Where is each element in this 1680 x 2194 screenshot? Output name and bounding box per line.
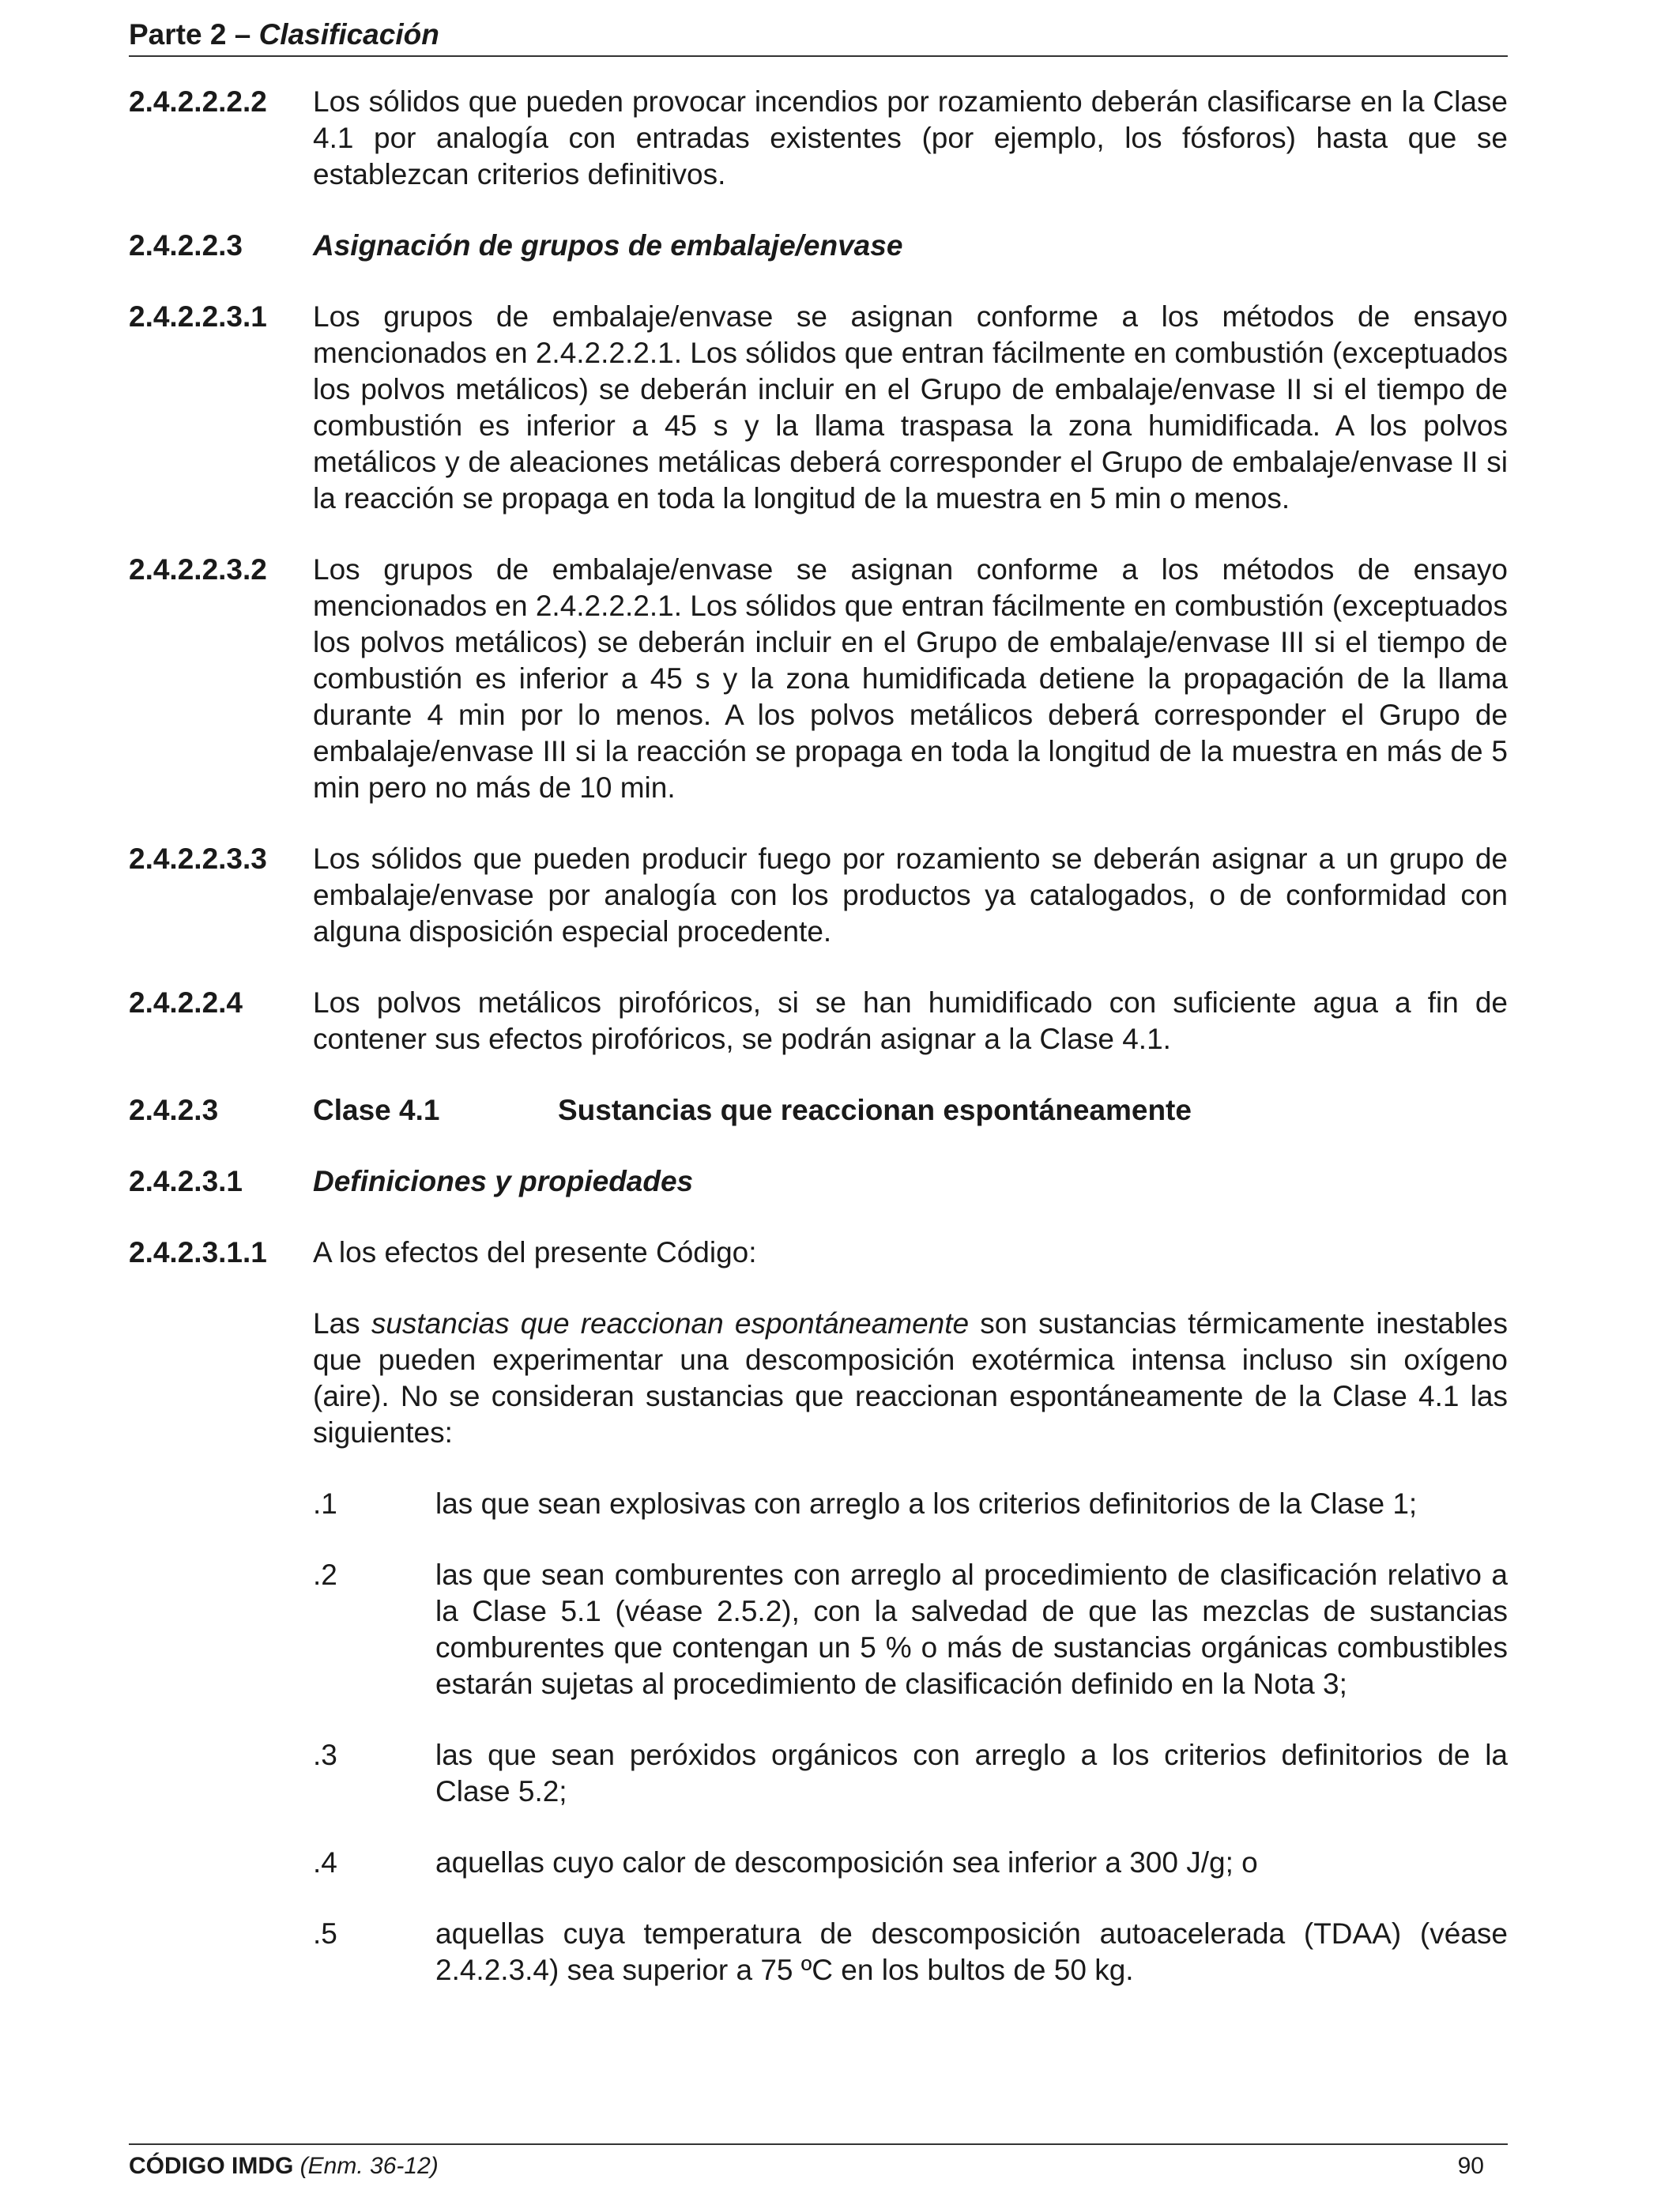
header-section: Clasificación	[258, 18, 439, 51]
list-item-number: .1	[313, 1487, 337, 1520]
paragraph-number: 2.4.2.3.1	[129, 1165, 243, 1197]
footer-left	[129, 2151, 439, 2181]
page-number: 90	[1457, 2153, 1484, 2179]
list-item-number: .2	[313, 1559, 337, 1591]
list-item	[313, 1737, 1508, 1810]
paragraph-number: 2.4.2.2.2.2	[129, 85, 267, 118]
subsection-title: Definiciones y propiedades	[313, 1165, 694, 1197]
paragraph	[129, 552, 1508, 806]
page-header	[129, 14, 1508, 57]
paragraph	[129, 299, 1508, 517]
paragraph-text: A los efectos del presente Código:	[313, 1236, 757, 1269]
list-item	[313, 1845, 1508, 1881]
paragraph-number: 2.4.2.2.4	[129, 986, 243, 1019]
header-part: Parte 2 –	[129, 18, 259, 51]
footer-edition: (Enm. 36-12)	[293, 2153, 439, 2179]
paragraph	[129, 1235, 1508, 1271]
list-item	[313, 1557, 1508, 1702]
paragraph	[129, 84, 1508, 193]
list-item	[313, 1916, 1508, 1989]
class-heading	[129, 1092, 1508, 1129]
list-item-text: las que sean peróxidos orgánicos con arreglo a los criterios definitorios de la Clase 5.2;	[435, 1739, 1508, 1808]
list-item-number: .5	[313, 1917, 337, 1950]
paragraph-number: 2.4.2.3	[129, 1094, 219, 1126]
paragraph-text: Los grupos de embalaje/envase se asignan conforme a los métodos de ensayo mencionados en 2.4.2.2.2.1. Los sólidos que entran fácilmente en combustión (exceptuados los polvos metálicos) se deberán incluir en el Grupo de embalaje/envase II si el tiempo de combustión es inferior a 45 s y la llama traspasa la zona humidificada. A los polvos metálicos y de aleaciones metálicas deberá corresponder el Grupo de embalaje/envase II si la reacción se propaga en toda la longitud de la muestra en 5 min o menos.	[313, 300, 1508, 515]
list-item	[313, 1486, 1508, 1522]
paragraph-number: 2.4.2.2.3	[129, 229, 243, 262]
footer-title: CÓDIGO IMDG	[129, 2153, 294, 2179]
document-body	[129, 84, 1508, 2023]
paragraph-text: Los sólidos que pueden producir fuego por rozamiento se deberán asignar a un grupo de embalaje/envase por analogía con los productos ya catalogados, o de conformidad con alguna disposición especial procedente.	[313, 843, 1508, 948]
section-heading	[129, 228, 1508, 264]
paragraph-text: Los polvos metálicos pirofóricos, si se han humidificado con suficiente agua a fin de contener sus efectos pirofóricos, se podrán asignar a la Clase 4.1.	[313, 986, 1508, 1055]
class-title: Sustancias que reaccionan espontáneamente	[558, 1094, 1192, 1126]
subsection-heading	[129, 1163, 1508, 1200]
list-item-number: .3	[313, 1739, 337, 1771]
paragraph-number: 2.4.2.3.1.1	[129, 1236, 267, 1269]
paragraph-number: 2.4.2.2.3.2	[129, 553, 267, 586]
paragraph-text: Los grupos de embalaje/envase se asignan conforme a los métodos de ensayo mencionados en 2.4.2.2.2.1. Los sólidos que entran fácilmente en combustión (exceptuados los polvos metálicos) se deberán incluir en el Grupo de embalaje/envase III si el tiempo de combustión es inferior a 45 s y la zona humidificada detiene la propagación de la llama durante 4 min por lo menos. A los polvos metálicos deberá corresponder el Grupo de embalaje/envase III si la reacción se propaga en toda la longitud de la muestra en más de 5 min pero no más de 10 min.	[313, 553, 1508, 804]
list-item-text: aquellas cuya temperatura de descomposición autoacelerada (TDAA) (véase 2.4.2.3.4) sea superior a 75 ºC en los bultos de 50 kg.	[435, 1917, 1508, 1986]
list-item-text: las que sean comburentes con arreglo al procedimiento de clasificación relativo a la Clase 5.1 (véase 2.5.2), con la salvedad de que las mezclas de sustancias comburentes que contengan un 5 % o más de sustancias orgánicas combustibles estarán sujetas al procedimiento de clasificación definido en la Nota 3;	[435, 1559, 1508, 1700]
page-footer	[129, 2143, 1508, 2181]
paragraph	[129, 841, 1508, 950]
list-item-number: .4	[313, 1846, 337, 1879]
list-item-text: las que sean explosivas con arreglo a los criterios definitorios de la Clase 1;	[435, 1487, 1418, 1520]
list-item-text: aquellas cuyo calor de descomposición sea inferior a 300 J/g; o	[435, 1846, 1258, 1879]
definition-term: sustancias que reaccionan espontáneamente	[371, 1307, 970, 1340]
paragraph-number: 2.4.2.2.3.3	[129, 843, 267, 875]
definition-pre: Las	[313, 1307, 371, 1340]
paragraph-number: 2.4.2.2.3.1	[129, 300, 267, 333]
definition-text	[313, 1306, 1508, 1451]
definition-post: son sustancias térmicamente inestables que pueden experimentar una descomposición exotérmica intensa incluso sin oxígeno (aire). No se consideran sustancias que reaccionan espontáneamente de la Clase 4.1 las siguientes:	[313, 1307, 1509, 1449]
paragraph-text: Los sólidos que pueden provocar incendios por rozamiento deberán clasificarse en la Clase 4.1 por analogía con entradas existentes (por ejemplo, los fósforos) hasta que se establezcan criterios definitivos.	[313, 85, 1508, 190]
section-title: Asignación de grupos de embalaje/envase	[313, 229, 903, 262]
class-label: Clase 4.1	[313, 1094, 440, 1126]
paragraph	[129, 985, 1508, 1057]
